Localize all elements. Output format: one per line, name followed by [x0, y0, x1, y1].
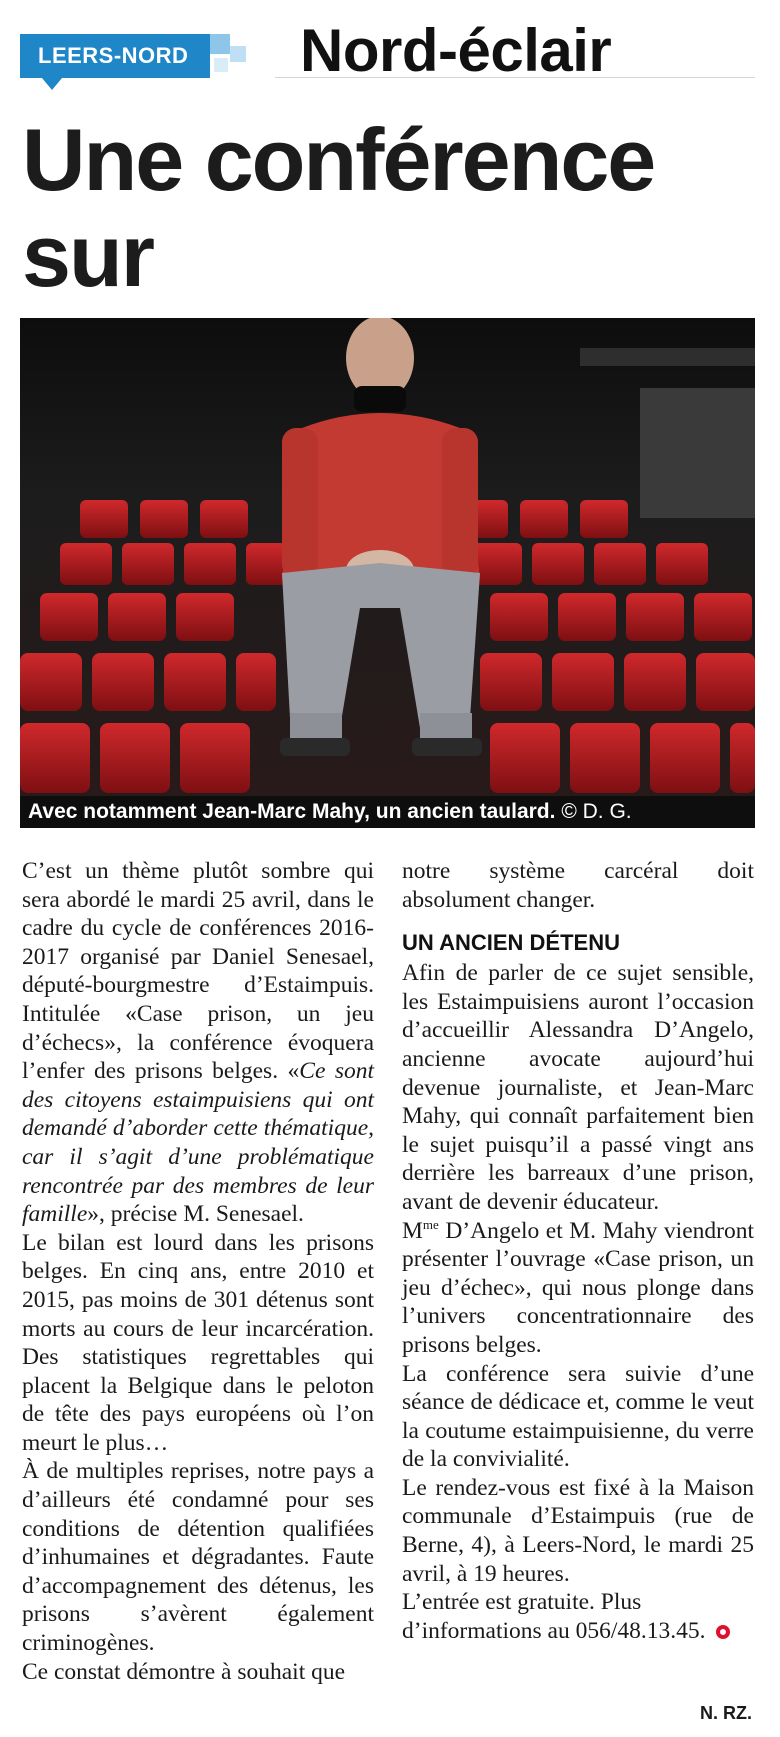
section-tag-pointer: [42, 78, 62, 90]
tag-decor-square: [230, 46, 246, 62]
quote-text: Ce sont des citoyens estaimpuisiens qui ont demandé d’aborder cette thématique, car il s’agit d’une problématique rencontrée par des membres de leur famille: [22, 1058, 375, 1228]
subheading: UN ANCIEN DÉTENU: [402, 930, 620, 956]
paragraph-text: », précise M. Senesael.: [87, 1201, 304, 1228]
paragraph: Le bilan est lourd dans les prisons belges. En cinq ans, entre 2010 et 2015, pas moins de 301 détenus sont morts au cours de leur incarcération. Des statistiques regrettables qui placent la Belgique dans le peloton de tête des pays européens où l’on meurt le plus…: [22, 1229, 374, 1456]
caption-credit: © D. G.: [561, 800, 632, 823]
paragraph: [402, 1588, 754, 1645]
theatre-photo-illustration: [20, 318, 755, 828]
headline-line-1: Une conférence sur: [22, 110, 655, 305]
paragraph: Ce constat démontre à souhait que: [22, 1658, 346, 1685]
article-column-2: [402, 857, 754, 1645]
author-signature: N. RZ.: [700, 1703, 752, 1723]
paragraph: [402, 1217, 754, 1360]
end-of-article-icon: [716, 1625, 730, 1639]
paragraph: Le rendez-vous est fixé à la Maison communale d’Estaimpuis (rue de Berne, 4), à Leers-Nord, le mardi 25 avril, à 19 heures.: [402, 1474, 754, 1587]
paragraph-text: M: [402, 1217, 423, 1244]
photo-caption: [20, 796, 755, 828]
article-photo: [20, 318, 755, 828]
paragraph-text: C’est un thème plutôt sombre qui sera abordé le mardi 25 avril, dans le cadre du cycle de conférences 2016-2017 organisé par Daniel Senesael, député-bourgmestre d’Estaimpuis. Intitulée «Case prison, un jeu d’échecs», la conférence évoquera l’enfer des prisons belges. «: [22, 858, 374, 1085]
paragraph: La conférence sera suivie d’une séance de dédicace et, comme le veut la coutume estaimpuisienne, du verre de la convivialité.: [402, 1360, 754, 1473]
paragraph-text: L’entrée est gratuite. Plus d’informations au 056/48.13.45.: [402, 1589, 706, 1644]
superscript: me: [422, 1216, 439, 1232]
paragraph: notre système carcéral doit absolument changer.: [402, 858, 754, 913]
tag-decor-square: [210, 34, 230, 54]
paragraph: Afin de parler de ce sujet sensible, les Estaimpuisiens auront l’occasion d’accueillir Alessandra D’Angelo, ancienne avocate aujourd’hui devenue journaliste, et Jean-Marc Mahy, qui connaît parfaitement bien le sujet puisqu’il a passé vingt ans derrière les barreaux d’une prison, avant de devenir éducateur.: [402, 960, 754, 1215]
paragraph: [22, 857, 374, 1229]
article-column-1: [22, 857, 374, 1686]
tag-decor-square: [214, 58, 228, 72]
newspaper-name: Nord-éclair: [300, 17, 612, 84]
section-tag-label: LEERS-NORD: [38, 43, 189, 68]
caption-text: Avec notamment Jean-Marc Mahy, un ancien taulard.: [28, 800, 556, 823]
paragraph-text: D’Angelo et M. Mahy viendront présenter l’ouvrage «Case prison, un jeu d’échec», qui nous plonge dans l’univers concentrationnaire des prisons belges.: [402, 1217, 754, 1358]
paragraph: À de multiples reprises, notre pays a d’ailleurs été condamné pour ses conditions de détention qualifiées d’inhumaines et dégradantes. Faute d’accompagnement des détenus, les prisons s’avèrent également criminogènes.: [22, 1458, 374, 1657]
section-tag: [20, 34, 210, 78]
